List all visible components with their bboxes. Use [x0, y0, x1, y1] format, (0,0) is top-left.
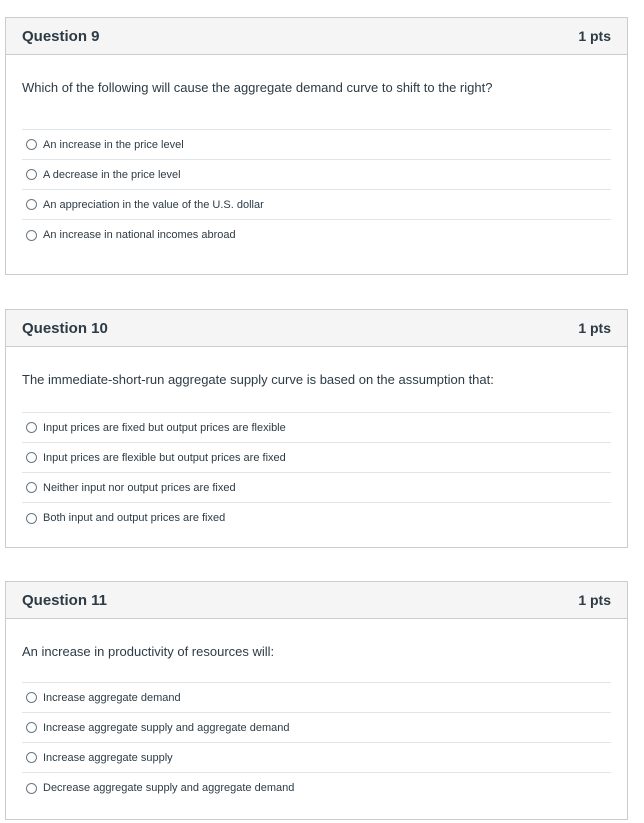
question-title: Question 10 [22, 319, 108, 337]
answer-label: An increase in national incomes abroad [43, 229, 236, 241]
question-text: Which of the following will cause the aggregate demand curve to shift to the right? [22, 80, 493, 95]
answer-label: Neither input nor output prices are fixed [43, 481, 236, 494]
answer-label: Input prices are fixed but output prices are flexible [43, 421, 286, 434]
answer-label: Input prices are flexible but output prices are fixed [43, 451, 286, 464]
question-header [6, 310, 627, 347]
question-title: Question 9 [22, 27, 100, 45]
answer-list [22, 412, 611, 533]
radio-button[interactable] [26, 230, 37, 241]
answer-label: A decrease in the price level [43, 168, 181, 181]
radio-button[interactable] [26, 722, 37, 733]
question-card [5, 581, 628, 820]
answer-option[interactable] [22, 413, 611, 443]
answer-label: Decrease aggregate supply and aggregate demand [43, 782, 295, 794]
radio-button[interactable] [26, 692, 37, 703]
radio-button[interactable] [26, 482, 37, 493]
answer-label: An increase in the price level [43, 138, 184, 151]
question-points: 1 pts [578, 28, 611, 44]
answer-option[interactable] [22, 473, 611, 503]
radio-button[interactable] [26, 513, 37, 524]
radio-button[interactable] [26, 139, 37, 150]
radio-button[interactable] [26, 169, 37, 180]
question-header [6, 18, 627, 55]
answer-label: An appreciation in the value of the U.S. dollar [43, 198, 264, 211]
answer-option[interactable] [22, 503, 611, 533]
answer-option[interactable] [22, 713, 611, 743]
question-text: The immediate-short-run aggregate supply curve is based on the assumption that: [22, 372, 494, 387]
radio-button[interactable] [26, 199, 37, 210]
radio-button[interactable] [26, 452, 37, 463]
question-text: An increase in productivity of resources will: [22, 644, 275, 659]
question-card [5, 17, 628, 275]
answer-label: Increase aggregate demand [43, 691, 181, 704]
answer-label: Both input and output prices are fixed [43, 512, 226, 524]
answer-label: Increase aggregate supply and aggregate demand [43, 721, 290, 734]
question-card [5, 309, 628, 548]
question-title: Question 11 [22, 591, 108, 609]
answer-option[interactable] [22, 443, 611, 473]
radio-button[interactable] [26, 422, 37, 433]
answer-list [22, 682, 611, 803]
radio-button[interactable] [26, 752, 37, 763]
answer-option[interactable] [22, 190, 611, 220]
answer-option[interactable] [22, 743, 611, 773]
question-points: 1 pts [578, 592, 611, 608]
answer-option[interactable] [22, 160, 611, 190]
answer-option[interactable] [22, 130, 611, 160]
radio-button[interactable] [26, 783, 37, 794]
answer-option[interactable] [22, 683, 611, 713]
answer-option[interactable] [22, 220, 611, 250]
question-points: 1 pts [578, 320, 611, 336]
answer-option[interactable] [22, 773, 611, 803]
answer-label: Increase aggregate supply [43, 751, 173, 764]
question-header [6, 582, 627, 619]
answer-list [22, 129, 611, 250]
